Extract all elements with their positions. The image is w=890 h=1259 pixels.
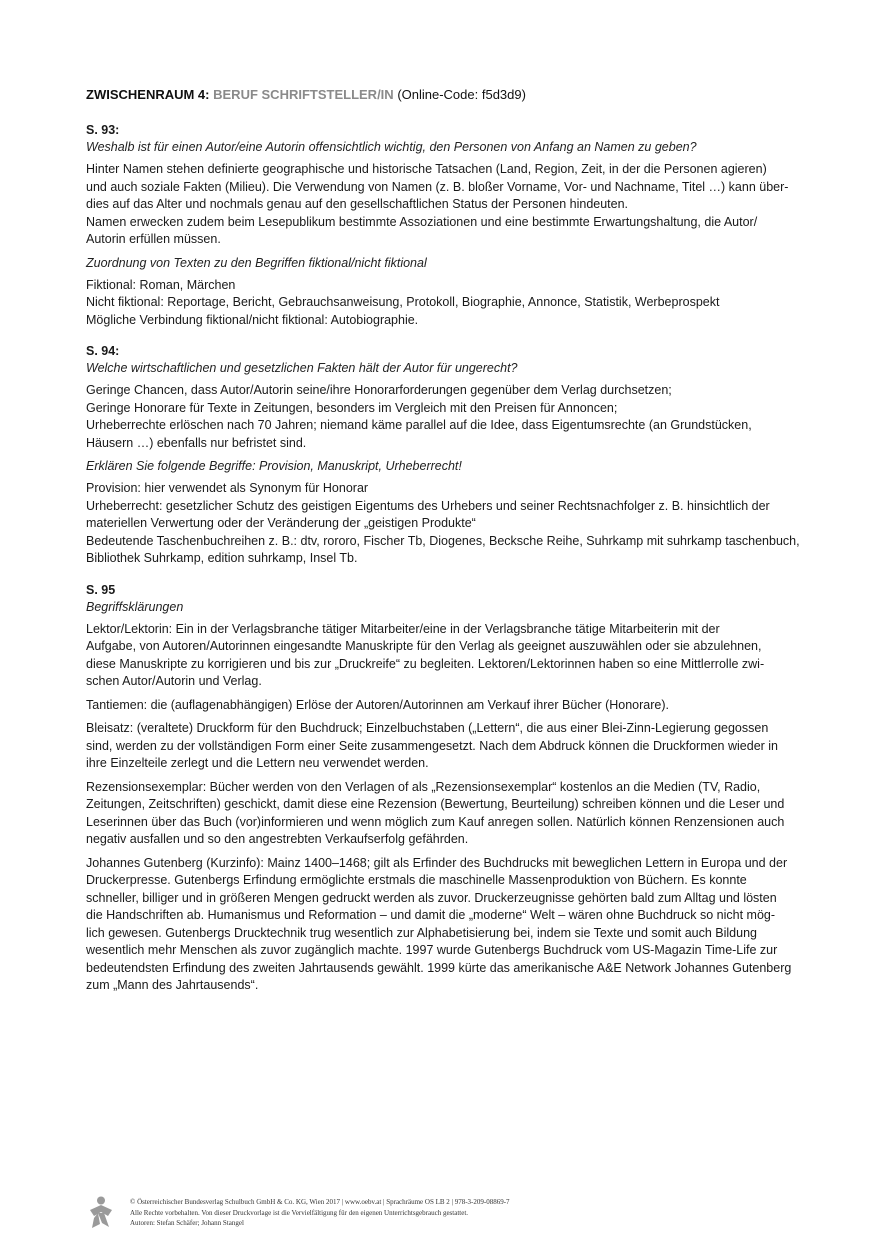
text-line: Bleisatz: (veraltete) Druckform für den Buchdruck; Einzelbuchstaben („Lettern“, die aus einer Blei-Zinn-Legierung gegossen bbox=[86, 721, 769, 735]
question: Erklären Sie folgende Begriffe: Provision, Manuskript, Urheberrecht! bbox=[86, 459, 462, 473]
paragraph-rezensionsexemplar bbox=[86, 779, 806, 849]
text-line: dies auf das Alter und nochmals genau auf den gesellschaftlichen Status der Personen hindeuten. bbox=[86, 197, 629, 211]
text-line: Geringe Honorare für Texte in Zeitungen, besonders im Vergleich mit den Preisen für Annoncen; bbox=[86, 400, 618, 415]
text-line: Rezensionsexemplar: Bücher werden von den Verlagen of als „Rezensionsexemplar“ kostenlos an die Medien (TV, Radio, bbox=[86, 779, 761, 794]
text-line: ihre Einzelteile zerlegt und die Lettern neu verwendet werden. bbox=[86, 756, 429, 770]
answer-paragraph bbox=[86, 382, 806, 452]
text-line: lich gewesen. Gutenbergs Drucktechnik trug wesentlich zur Alphabetisierung bei, indem sie Texte und somit auch Bildung bbox=[86, 925, 757, 940]
text-line: Bibliothek Suhrkamp, edition suhrkamp, Insel Tb. bbox=[86, 551, 358, 565]
text-line: Fiktional: Roman, Märchen bbox=[86, 277, 236, 292]
text-line: Provision: hier verwendet als Synonym für Honorar bbox=[86, 481, 369, 495]
section-s93 bbox=[86, 122, 806, 329]
page-title bbox=[86, 86, 806, 104]
title-topic: BERUF SCHRIFTSTELLER/IN bbox=[213, 87, 394, 102]
paragraph-lektor bbox=[86, 621, 806, 691]
text-line: schneller, billiger und in größeren Mengen gedruckt werden als zuvor. Druckerzeugnisse gehörten bald zum Alltag und lösten bbox=[86, 890, 777, 905]
text-line: Mögliche Verbindung fiktional/nicht fiktional: Autobiographie. bbox=[86, 312, 419, 327]
section-heading: S. 93: bbox=[86, 123, 120, 137]
text-line: Autorin erfüllen müssen. bbox=[86, 232, 221, 246]
text-line: zum „Mann des Jahrtausends“. bbox=[86, 978, 259, 992]
section-subtitle: Begriffsklärungen bbox=[86, 599, 184, 614]
text-line: Zeitungen, Zeitschriften) geschickt, damit diese eine Rezension (Bewertung, Beurteilung) schreiben können und die Leser und bbox=[86, 797, 785, 811]
answer-paragraph bbox=[86, 161, 806, 249]
text-line: sind, werden zu der vollständigen Form einer Seite zusammengesetzt. Nach dem Abdruck können die Druckformen wieder in bbox=[86, 738, 779, 753]
text-line: Nicht fiktional: Reportage, Bericht, Gebrauchsanweisung, Protokoll, Biographie, Annonce, Statistik, Werbeprospekt bbox=[86, 295, 720, 309]
copyright-notice bbox=[130, 1197, 510, 1229]
text-line: negativ ausfallen und so den angestrebten Verkaufserfolg gefährden. bbox=[86, 832, 469, 846]
section-heading: S. 95 bbox=[86, 582, 116, 597]
oebv-logo-icon bbox=[86, 1196, 116, 1230]
paragraph-bleisatz bbox=[86, 720, 806, 773]
section-s94 bbox=[86, 343, 806, 568]
footer-line: Alle Rechte vorbehalten. Von dieser Druckvorlage ist die Vervielfältigung für den eigenen Unterrichtsgebrauch gestattet. bbox=[130, 1208, 469, 1217]
text-line: Druckerpresse. Gutenbergs Erfindung ermöglichte erstmals die maschinelle Massenproduktion von Büchern. Es konnte bbox=[86, 873, 747, 887]
paragraph-gutenberg bbox=[86, 855, 806, 995]
text-line: materiellen Verwertung oder der Veränderung der „geistigen Produkte“ bbox=[86, 516, 476, 530]
text-line: bedeutendsten Erfindung des zweiten Jahrtausends gewählt. 1999 kürte das amerikanische A&E Network Johannes Gutenberg bbox=[86, 960, 792, 975]
text-line: Bedeutende Taschenbuchreihen z. B.: dtv, rororo, Fischer Tb, Diogenes, Becksche Reihe, Suhrkamp mit suhrkamp taschenbuch, bbox=[86, 533, 800, 548]
question: Weshalb ist für einen Autor/eine Autorin offensichtlich wichtig, den Personen von Anfang an Namen zu geben? bbox=[86, 140, 697, 154]
text-line: und auch soziale Fakten (Milieu). Die Verwendung von Namen (z. B. bloßer Vorname, Vor- und Nachname, Titel …) kann über- bbox=[86, 179, 789, 194]
text-line: Namen erwecken zudem beim Lesepublikum bestimmte Assoziationen und eine bestimmte Erwartungshaltung, die Autor/ bbox=[86, 214, 758, 229]
text-line: Urheberrechte erlöschen nach 70 Jahren; niemand käme parallel auf die Idee, dass Eigentumsrechte (an Grundstücken, bbox=[86, 418, 752, 432]
online-code: (Online-Code: f5d3d9) bbox=[397, 87, 526, 102]
text-line: Tantiemen: die (auflagenabhängigen) Erlöse der Autoren/Autorinnen am Verkauf ihrer Bücher (Honorare). bbox=[86, 697, 669, 712]
text-line: diese Manuskripte zu korrigieren und bis zur „Druckreife“ zu begleiten. Lektoren/Lektorinnen haben so eine Mittlerrolle zwi- bbox=[86, 656, 765, 671]
answer-paragraph bbox=[86, 277, 806, 330]
text-line: schen Autor/Autorin und Verlag. bbox=[86, 674, 262, 688]
text-line: Hinter Namen stehen definierte geographische und historische Tatsachen (Land, Region, Zeit, in der die Personen agieren) bbox=[86, 162, 767, 176]
text-line: die Handschriften ab. Humanismus und Reformation – und damit die „moderne“ Welt – wären ohne Buchdruck so nicht mög- bbox=[86, 908, 776, 922]
text-line: Johannes Gutenberg (Kurzinfo): Mainz 1400–1468; gilt als Erfinder des Buchdrucks mit beweglichen Lettern in Europa und der bbox=[86, 855, 788, 870]
question: Zuordnung von Texten zu den Begriffen fiktional/nicht fiktional bbox=[86, 255, 427, 270]
text-line: Urheberrecht: gesetzlicher Schutz des geistigen Eigentums des Urhebers und seiner Rechtsnachfolger z. B. hinsichtlich der bbox=[86, 498, 770, 513]
section-s95 bbox=[86, 582, 806, 995]
text-line: Leserinnen über das Buch (vor)informieren und wenn möglich zum Kauf anregen sollen. Natürlich können Renzensionen auch bbox=[86, 814, 785, 829]
title-label: ZWISCHENRAUM 4: bbox=[86, 87, 210, 102]
page-footer bbox=[86, 1196, 806, 1236]
document-page bbox=[86, 86, 806, 1009]
answer-paragraph bbox=[86, 480, 806, 568]
text-line: Aufgabe, von Autoren/Autorinnen eingesandte Manuskripte für den Verlag als geeignet auszuwählen oder sie abzulehnen, bbox=[86, 639, 762, 653]
text-line: Häusern …) ebenfalls nur befristet sind. bbox=[86, 435, 307, 450]
footer-line: © Österreichischer Bundesverlag Schulbuch GmbH & Co. KG, Wien 2017 | www.oebv.at | Sprachräume OS LB 2 | 978-3-209-08869-7 bbox=[130, 1198, 510, 1206]
text-line: Geringe Chancen, dass Autor/Autorin seine/ihre Honorarforderungen gegenüber dem Verlag durchsetzen; bbox=[86, 383, 672, 397]
section-heading: S. 94: bbox=[86, 344, 120, 358]
footer-line: Autoren: Stefan Schäfer; Johann Stangel bbox=[130, 1219, 244, 1227]
paragraph-tantiemen bbox=[86, 697, 806, 715]
text-line: Lektor/Lektorin: Ein in der Verlagsbranche tätiger Mitarbeiter/eine in der Verlagsbranche tätige Mitarbeiterin mit der bbox=[86, 621, 720, 636]
text-line: wesentlich mehr Menschen als zuvor zugänglich machte. 1997 wurde Gutenbergs Buchdruck vom US-Magazin Time-Life zur bbox=[86, 943, 778, 957]
question: Welche wirtschaftlichen und gesetzlichen Fakten hält der Autor für ungerecht? bbox=[86, 361, 518, 375]
